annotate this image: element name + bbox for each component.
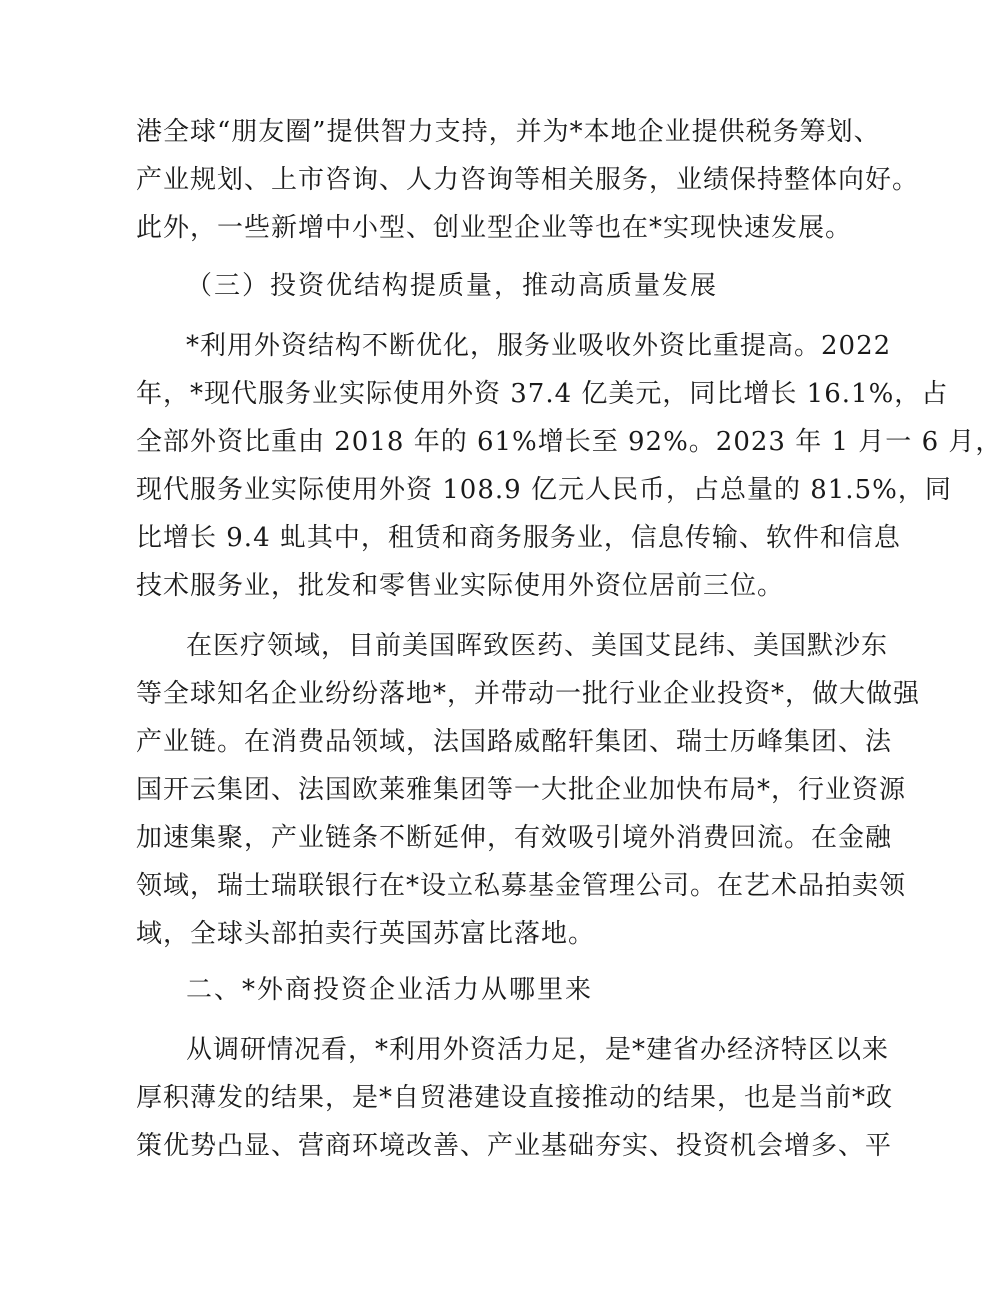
paragraph-line: 厚积薄发的结果，是*自贸港建设直接推动的结果，也是当前*政 xyxy=(136,1083,894,1113)
paragraph-line: 产业链。在消费品领域，法国路威酩轩集团、瑞士历峰集团、法 xyxy=(136,727,893,757)
paragraph-line: 年，*现代服务业实际使用外资 37.4 亿美元，同比增长 16.1%，占 xyxy=(136,379,949,409)
paragraph-line: *利用外资结构不断优化，服务业吸收外资比重提高。2022 xyxy=(186,331,892,361)
section-heading: 二、*外商投资企业活力从哪里来 xyxy=(186,975,594,1005)
paragraph-line: 域，全球头部拍卖行英国苏富比落地。 xyxy=(136,919,596,949)
paragraph-line: 加速集聚，产业链条不断延伸，有效吸引境外消费回流。在金融 xyxy=(136,823,893,853)
paragraph-line: 领域，瑞士瑞联银行在*设立私募基金管理公司。在艺术品拍卖领 xyxy=(136,871,907,901)
paragraph-line: 等全球知名企业纷纷落地*，并带动一批行业企业投资*，做大做强 xyxy=(136,679,921,709)
paragraph-line: 全部外资比重由 2018 年的 61%增长至 92%。2023 年 1 月一 6 月， xyxy=(136,427,1002,457)
paragraph-line: 从调研情况看，*利用外资活力足，是*建省办经济特区以来 xyxy=(186,1035,890,1065)
paragraph-line: 产业规划、上市咨询、人力咨询等相关服务，业绩保持整体向好。 xyxy=(136,165,920,195)
paragraph-line: 技术服务业，批发和零售业实际使用外资位居前三位。 xyxy=(136,571,785,601)
paragraph-line: 现代服务业实际使用外资 108.9 亿元人民币，占总量的 81.5%，同 xyxy=(136,475,952,505)
section-heading: （三）投资优结构提质量，推动高质量发展 xyxy=(186,271,719,301)
paragraph-line: 策优势凸显、营商环境改善、产业基础夯实、投资机会增多、平 xyxy=(136,1131,893,1161)
paragraph-line: 比增长 9.4 虬其中，租赁和商务服务业，信息传输、软件和信息 xyxy=(136,523,901,553)
paragraph-line: 此外，一些新增中小型、创业型企业等也在*实现快速发展。 xyxy=(136,213,853,243)
paragraph-line: 国开云集团、法国欧莱雅集团等一大批企业加快布局*，行业资源 xyxy=(136,775,907,805)
paragraph-line: 在医疗领域，目前美国晖致医药、美国艾昆纬、美国默沙东 xyxy=(186,631,889,661)
paragraph-line: 港全球“朋友圈”提供智力支持，并为*本地企业提供税务筹划、 xyxy=(136,117,881,147)
